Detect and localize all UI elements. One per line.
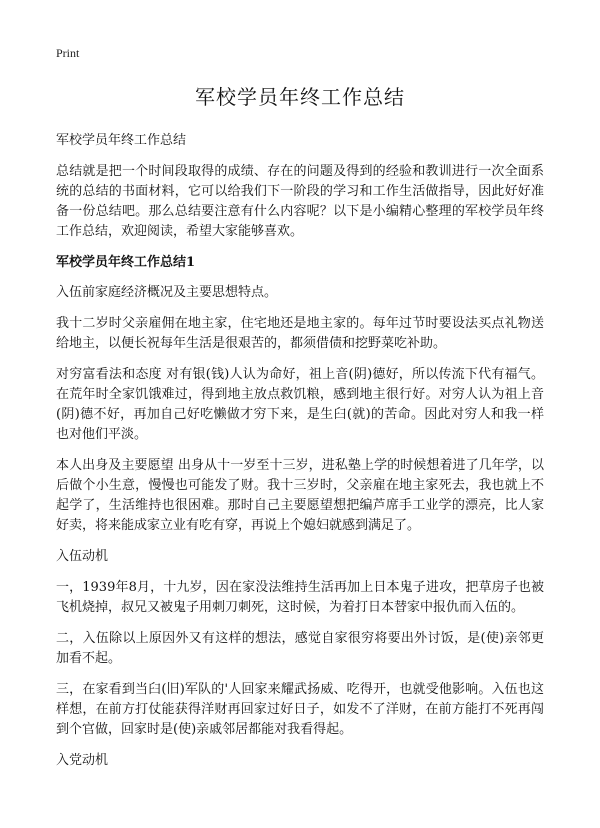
paragraph-motive-2: 二，入伍除以上原因外又有这样的想法，感觉自家很穷将要出外讨饭，是(使)亲邻更加看不起。 — [56, 631, 544, 666]
paragraph-childhood: 我十二岁时父亲雇佣在地主家，住宅地还是地主家的。每年过节时要设法买点礼物送给地主，以便长祝每年生活是很艰苦的，都须借债和挖野菜吃补助。 — [56, 316, 544, 351]
document-subtitle: 军校学员年终工作总结 — [56, 133, 187, 148]
paragraph-motive-1: 一，1939年8月，十九岁，因在家没法维持生活再加上日本鬼子进攻，把草房子也被飞机烧掉，叔兄又被鬼子用刺刀刺死，这时候，为着打日本替家中报仇而入伍的。 — [56, 580, 544, 615]
family-situation-heading: 入伍前家庭经济概况及主要思想特点。 — [56, 285, 278, 300]
paragraph-attitude: 对穷富看法和态度 对有银(钱)人认为命好，祖上音(阴)德好，所以传流下代有福气。在荒年时全家饥饿难过，得到地主放点救饥粮，感到地主很行好。对穷人认为祖上音(阴)德不好，再加自己好吃懒做才穷下来，是生臼(就)的苦命。因此对穷人和我一样也对他们平淡。 — [56, 367, 544, 442]
party-motive-heading: 入党动机 — [56, 753, 109, 768]
print-link[interactable]: Print — [56, 46, 80, 60]
enlistment-motive-heading: 入伍动机 — [56, 549, 109, 564]
intro-paragraph: 总结就是把一个时间段取得的成绩、存在的问题及得到的经验和教训进行一次全面系统的总结的书面材料，它可以给我们下一阶段的学习和工作生活做指导，因此好好准备一份总结吧。那么总结要注意有什么内容呢？以下是小编精心整理的军校学员年终工作总结，欢迎阅读，希望大家能够喜欢。 — [56, 164, 544, 239]
paragraph-background: 本人出身及主要愿望 出身从十一岁至十三岁，进私塾上学的时候想着进了几年学，以后做个小生意，慢慢也可能发了财。我十三岁时，父亲雇在地主家死去，我也就上不起学了，生活维持也很困难。那时自己主要愿望想把编芦席手工业学的漂亮，比人家好卖，将来能成家立业有吃有穿，再说上个媳妇就感到满足了。 — [56, 458, 544, 533]
paragraph-motive-3: 三，在家看到当臼(旧)军队的'人回家来耀武扬威、吃得开，也就受他影响。入伍也这样想，在前方打仗能获得洋财再回家过好日子，如发不了洋财，在前方能打不死再闯到个官做，回家时是(使)亲戚邻居都能对我看得起。 — [56, 682, 544, 737]
section-heading: 军校学员年终工作总结1 — [56, 255, 196, 270]
page-title: 军校学员年终工作总结 — [195, 85, 405, 109]
